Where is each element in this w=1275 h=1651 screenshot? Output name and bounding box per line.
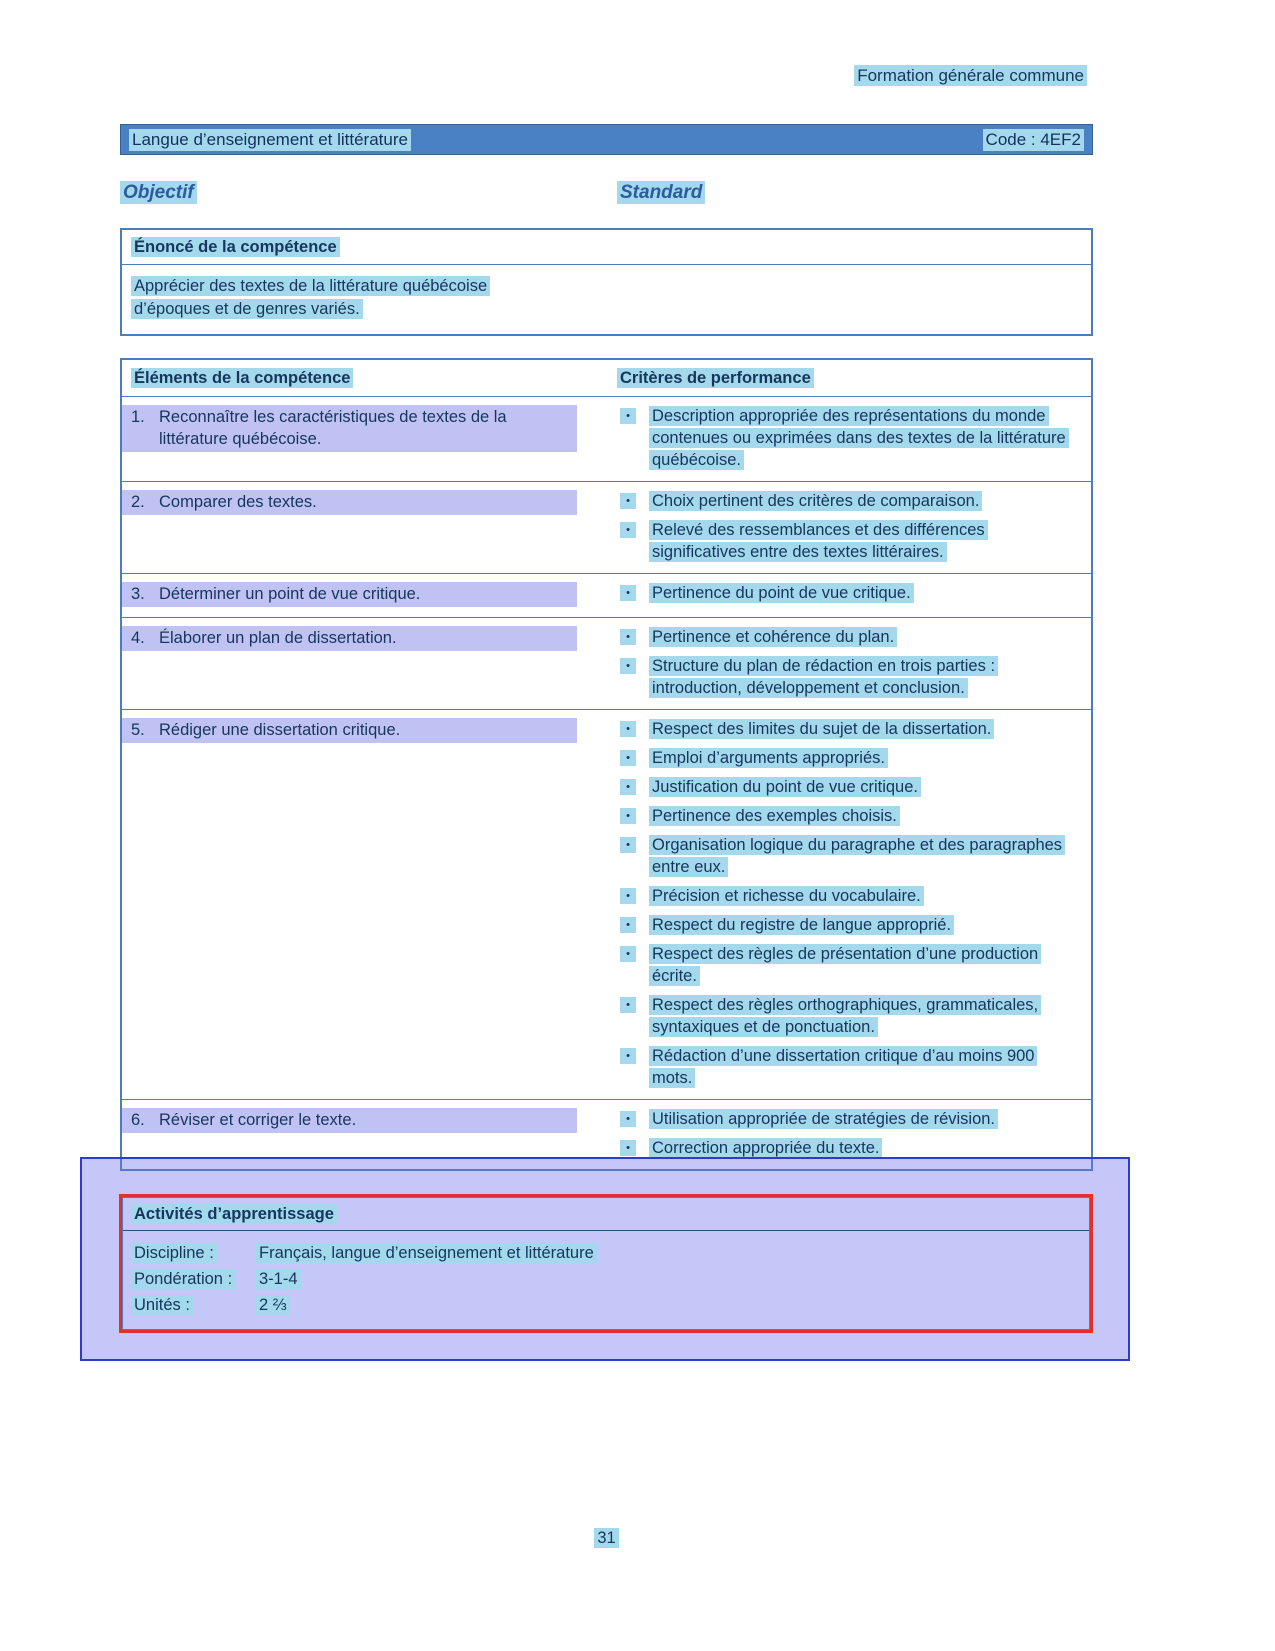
formation-label: Formation générale commune bbox=[854, 65, 1087, 86]
table-row bbox=[122, 482, 1091, 574]
element-number: 6. bbox=[131, 1111, 145, 1129]
bullet-icon: • bbox=[620, 1140, 636, 1156]
criterion-item bbox=[617, 834, 1077, 878]
bullet-icon: • bbox=[620, 585, 636, 601]
criteria-list bbox=[617, 718, 1077, 1089]
criterion-text: Respect du registre de langue approprié. bbox=[649, 915, 954, 935]
criterion-text: Pertinence et cohérence du plan. bbox=[649, 627, 897, 647]
criterion-text: Respect des règles de présentation d’une production écrite. bbox=[649, 944, 1041, 986]
bullet-icon: • bbox=[620, 1111, 636, 1127]
activites-label-cell bbox=[131, 1292, 256, 1318]
element-text-line bbox=[122, 626, 577, 651]
activites-value-cell bbox=[256, 1266, 301, 1292]
criteria-cell bbox=[617, 582, 1091, 607]
element-text-line bbox=[122, 1108, 577, 1133]
bullet-icon: • bbox=[620, 522, 636, 538]
element-text-line bbox=[122, 405, 577, 452]
bullet-icon: • bbox=[620, 1048, 636, 1064]
activites-value: 2 ⅔ bbox=[256, 1295, 290, 1315]
criterion-text: Emploi d’arguments appropriés. bbox=[649, 748, 888, 768]
criteria-cell bbox=[617, 1108, 1091, 1159]
element-number: 1. bbox=[131, 408, 145, 426]
standard-heading-wrap bbox=[617, 182, 705, 204]
criterion-item bbox=[617, 914, 1077, 936]
criterion-text: Structure du plan de rédaction en trois parties : introduction, développement et conclusion. bbox=[649, 656, 998, 698]
criterion-item bbox=[617, 582, 1077, 604]
standard-heading: Standard bbox=[617, 181, 705, 204]
enonce-line: Apprécier des textes de la littérature québécoise bbox=[131, 275, 1082, 298]
criterion-item bbox=[617, 519, 1077, 563]
page-number-wrap bbox=[120, 1529, 1093, 1548]
element-cell bbox=[122, 626, 617, 699]
table-row bbox=[122, 710, 1091, 1100]
element-text: Déterminer un point de vue critique. bbox=[159, 585, 421, 603]
element-text: Reconnaître les caractéristiques de textes de la littérature québécoise. bbox=[159, 408, 507, 448]
table-header-row bbox=[122, 360, 1091, 397]
activites-row bbox=[131, 1292, 1081, 1318]
activites-selection-overlay bbox=[80, 1157, 1130, 1361]
activites-label: Pondération : bbox=[131, 1269, 235, 1289]
criterion-text: Organisation logique du paragraphe et des paragraphes entre eux. bbox=[649, 835, 1065, 877]
criterion-item bbox=[617, 655, 1077, 699]
objectif-heading: Objectif bbox=[120, 181, 197, 204]
page-number: 31 bbox=[594, 1528, 618, 1548]
bullet-icon: • bbox=[620, 946, 636, 962]
criteria-list bbox=[617, 405, 1077, 471]
bullet-icon: • bbox=[620, 997, 636, 1013]
criterion-text: Rédaction d’une dissertation critique d’au moins 900 mots. bbox=[649, 1046, 1037, 1088]
bullet-icon: • bbox=[620, 408, 636, 424]
element-number: 3. bbox=[131, 585, 145, 603]
element-number: 5. bbox=[131, 721, 145, 739]
criteria-list bbox=[617, 626, 1077, 699]
table-row bbox=[122, 574, 1091, 618]
criterion-item bbox=[617, 626, 1077, 648]
element-number: 4. bbox=[131, 629, 145, 647]
bullet-icon: • bbox=[620, 750, 636, 766]
document-header bbox=[120, 66, 1093, 86]
title-bar bbox=[120, 124, 1093, 155]
criterion-text: Correction appropriée du texte. bbox=[649, 1138, 882, 1158]
enonce-body bbox=[122, 265, 1091, 334]
criteria-list bbox=[617, 490, 1077, 563]
element-text-line bbox=[122, 582, 577, 607]
criteria-cell bbox=[617, 490, 1091, 563]
element-cell bbox=[122, 582, 617, 607]
element-text: Rédiger une dissertation critique. bbox=[159, 721, 401, 739]
element-text-line bbox=[122, 490, 577, 515]
bullet-icon: • bbox=[620, 917, 636, 933]
element-cell bbox=[122, 490, 617, 563]
criterion-item bbox=[617, 405, 1077, 471]
criterion-text: Pertinence du point de vue critique. bbox=[649, 583, 914, 603]
element-text: Réviser et corriger le texte. bbox=[159, 1111, 357, 1129]
activites-row bbox=[131, 1240, 1081, 1266]
criterion-text: Justification du point de vue critique. bbox=[649, 777, 921, 797]
criterion-item bbox=[617, 1137, 1077, 1159]
element-cell bbox=[122, 1108, 617, 1159]
element-text-line bbox=[122, 718, 577, 743]
page-content bbox=[120, 0, 1093, 1548]
enonce-line: d’époques et de genres variés. bbox=[131, 298, 1082, 321]
criterion-text: Description appropriée des représentations du monde contenues ou exprimées dans des textes de la littérature québécoise. bbox=[649, 406, 1069, 470]
activites-value-cell bbox=[256, 1292, 290, 1318]
activites-value: Français, langue d’enseignement et littérature bbox=[256, 1243, 597, 1263]
criterion-text: Relevé des ressemblances et des différences significatives entre des textes littéraires. bbox=[649, 520, 988, 562]
activites-row bbox=[131, 1266, 1081, 1292]
table-row bbox=[122, 618, 1091, 710]
activites-label: Unités : bbox=[131, 1295, 193, 1315]
criterion-item bbox=[617, 805, 1077, 827]
bullet-icon: • bbox=[620, 658, 636, 674]
criterion-item bbox=[617, 994, 1077, 1038]
element-cell bbox=[122, 405, 617, 471]
bullet-icon: • bbox=[620, 493, 636, 509]
enonce-title: Énoncé de la compétence bbox=[131, 237, 340, 257]
criterion-text: Choix pertinent des critères de comparaison. bbox=[649, 491, 982, 511]
subject-title: Langue d’enseignement et littérature bbox=[129, 129, 411, 151]
activites-value-cell bbox=[256, 1240, 597, 1266]
bullet-icon: • bbox=[620, 888, 636, 904]
criteres-column-header: Critères de performance bbox=[617, 368, 814, 388]
section-headings bbox=[120, 182, 1093, 209]
criterion-item bbox=[617, 885, 1077, 907]
criterion-item bbox=[617, 747, 1077, 769]
criteria-list bbox=[617, 582, 1077, 604]
criteria-list bbox=[617, 1108, 1077, 1159]
criterion-item bbox=[617, 1045, 1077, 1089]
bullet-icon: • bbox=[620, 779, 636, 795]
elements-column-header-cell bbox=[122, 369, 617, 388]
activites-box bbox=[122, 1197, 1090, 1330]
activites-label: Discipline : bbox=[131, 1243, 217, 1263]
competence-table bbox=[120, 358, 1093, 1171]
criterion-text: Pertinence des exemples choisis. bbox=[649, 806, 900, 826]
activites-value: 3-1-4 bbox=[256, 1269, 301, 1289]
criteria-cell bbox=[617, 405, 1091, 471]
bullet-icon: • bbox=[620, 808, 636, 824]
criterion-item bbox=[617, 776, 1077, 798]
elements-column-header: Éléments de la compétence bbox=[131, 368, 353, 388]
activites-label-cell bbox=[131, 1266, 256, 1292]
criterion-item bbox=[617, 1108, 1077, 1130]
criteria-cell bbox=[617, 626, 1091, 699]
criteres-column-header-cell bbox=[617, 369, 1091, 388]
criterion-item bbox=[617, 718, 1077, 740]
criterion-text: Respect des limites du sujet de la dissertation. bbox=[649, 719, 994, 739]
table-row bbox=[122, 397, 1091, 482]
bullet-icon: • bbox=[620, 837, 636, 853]
activites-title: Activités d’apprentissage bbox=[131, 1204, 337, 1224]
element-text: Élaborer un plan de dissertation. bbox=[159, 629, 397, 647]
activites-label-cell bbox=[131, 1240, 256, 1266]
element-number: 2. bbox=[131, 493, 145, 511]
course-code: Code : 4EF2 bbox=[983, 129, 1084, 151]
criterion-item bbox=[617, 490, 1077, 512]
bullet-icon: • bbox=[620, 721, 636, 737]
activites-header bbox=[123, 1198, 1089, 1231]
criterion-text: Respect des règles orthographiques, grammaticales, syntaxiques et de ponctuation. bbox=[649, 995, 1041, 1037]
bullet-icon: • bbox=[620, 629, 636, 645]
criterion-text: Utilisation appropriée de stratégies de révision. bbox=[649, 1109, 998, 1129]
criterion-item bbox=[617, 943, 1077, 987]
table-body bbox=[122, 397, 1091, 1169]
enonce-header bbox=[122, 230, 1091, 265]
activites-body bbox=[123, 1231, 1089, 1329]
criterion-text: Précision et richesse du vocabulaire. bbox=[649, 886, 924, 906]
enonce-box bbox=[120, 228, 1093, 336]
element-text: Comparer des textes. bbox=[159, 493, 317, 511]
element-cell bbox=[122, 718, 617, 1089]
criteria-cell bbox=[617, 718, 1091, 1089]
